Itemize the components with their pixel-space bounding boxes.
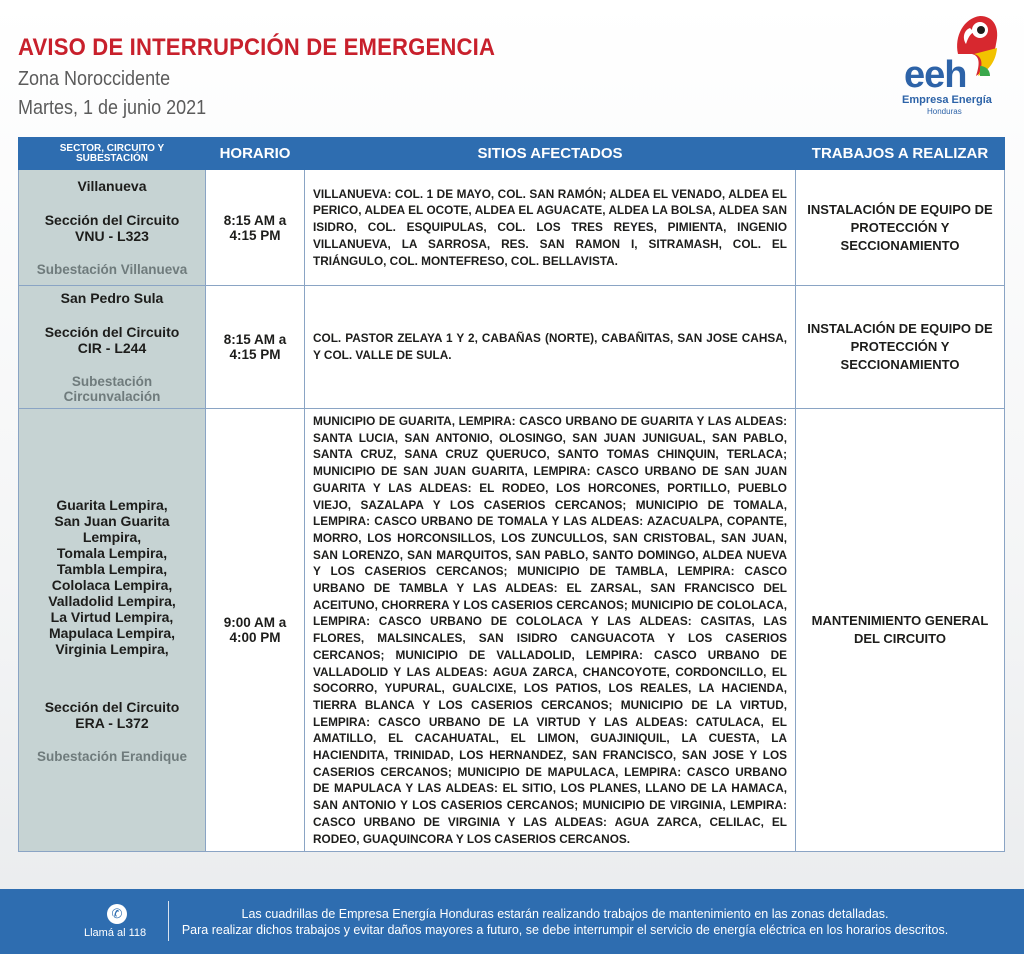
substation-name: Subestación Villanueva	[36, 262, 188, 277]
header	[18, 34, 537, 120]
header-sector: SECTOR, CIRCUITO Y SUBESTACIÓN	[19, 138, 206, 170]
substation-name: Subestación Circunvalación	[63, 374, 161, 404]
sector-cell	[19, 286, 206, 409]
hours-cell: 8:15 AM a 4:15 PM	[206, 286, 305, 409]
sector-cell	[19, 170, 206, 286]
date-subtitle: Martes, 1 de junio 2021	[18, 97, 207, 119]
zone-subtitle: Zona Noroccidente	[18, 68, 171, 90]
works-cell: INSTALACIÓN DE EQUIPO DE PROTECCIÓN Y SECCIONAMIENTO	[796, 170, 1005, 286]
logo-company-name: Empresa Energía	[902, 94, 992, 106]
logo-wordmark: eeh	[904, 54, 967, 96]
hours-cell: 9:00 AM a 4:00 PM	[206, 409, 305, 852]
sites-cell: COL. PASTOR ZELAYA 1 Y 2, CABAÑAS (NORTE), CABAÑITAS, SAN JOSE CAHSA, Y COL. VALLE DE SULA.	[305, 286, 796, 409]
table-row	[19, 286, 1005, 409]
sector-name: San Pedro Sula	[60, 290, 164, 306]
circuit-code: ERA - L372	[75, 714, 149, 731]
sector-cell	[19, 409, 206, 852]
table-row	[19, 409, 1005, 852]
table-header-row	[19, 138, 1005, 170]
phone-number-text[interactable]: Llamá al 118	[84, 927, 147, 939]
footer-message: Las cuadrillas de Empresa Energía Honduras estarán realizando trabajos de mantenimiento en las zonas detalladas. Para realizar dichos trabajos y evitar daños mayores a futuro, se debe interrumpir el servicio de energía eléctrica en los horarios descritos.	[181, 907, 949, 937]
sector-list: Guarita Lempira, San Juan Guarita Lempira, Tomala Lempira, Tambla Lempira, Cololaca Lempira, Valladolid Lempira, La Virtud Lempira, Mapulaca Lempira, Virginia Lempira,	[48, 496, 176, 657]
table-row	[19, 170, 1005, 286]
circuit-label: Sección del Circuito	[44, 212, 180, 228]
header-sites: SITIOS AFECTADOS	[305, 138, 796, 170]
page-title: AVISO DE INTERRUPCIÓN DE EMERGENCIA	[18, 34, 496, 61]
logo-country: Honduras	[927, 107, 962, 116]
substation-name: Subestación Erandique	[36, 748, 188, 764]
circuit-label: Sección del Circuito	[44, 698, 180, 715]
header-hours: HORARIO	[206, 138, 305, 170]
footer	[0, 889, 1024, 954]
circuit-label: Sección del Circuito	[44, 324, 180, 340]
interruption-table	[18, 137, 1005, 852]
circuit-code: VNU - L323	[75, 228, 149, 244]
footer-divider	[168, 901, 169, 941]
header-works: TRABAJOS A REALIZAR	[796, 138, 1005, 170]
sites-cell: VILLANUEVA: COL. 1 DE MAYO, COL. SAN RAMÓN; ALDEA EL VENADO, ALDEA EL PERICO, ALDEA EL OCOTE, ALDEA EL AGUACATE, ALDEA LA BOLSA, ALDEA SAN ISIDRO, COL. ESQUIPULAS, COL. LOS TRES REYES, PIMIENTA, INGENIO VILLANUEVA, LA SARROSA, RES. SAN RAMON I, SITRAMASH, COL. EL TRIÁNGULO, COL. MONTEFRESO, COL. BELLAVISTA.	[305, 170, 796, 286]
phone-icon[interactable]: ✆	[107, 904, 127, 924]
hours-cell: 8:15 AM a 4:15 PM	[206, 170, 305, 286]
sector-name: Villanueva	[77, 178, 147, 194]
works-cell: MANTENIMIENTO GENERAL DEL CIRCUITO	[796, 409, 1005, 852]
circuit-code: CIR - L244	[77, 340, 147, 356]
works-cell: INSTALACIÓN DE EQUIPO DE PROTECCIÓN Y SECCIONAMIENTO	[796, 286, 1005, 409]
eeh-logo	[896, 14, 1002, 116]
sites-cell: MUNICIPIO DE GUARITA, LEMPIRA: CASCO URBANO DE GUARITA Y LAS ALDEAS: SANTA LUCIA, SAN ANTONIO, OLOSINGO, SAN JUAN JUNIGUAL, SAN PABLO, SANTA CRUZ, SANA CRUZ QUERUCO, SANTO TOMAS CHINQUIN, TERLACA; MUNICIPIO DE SAN JUAN GUARITA, LEMPIRA: CASCO URBANO DE SAN JUAN GUARITA Y LAS ALDEAS: EL RODEO, LOS HORCONES, PORTILLO, PUEBLO VIEJO, SAZALAPA Y LOS CASERIOS CERCANOS; MUNICIPIO DE TOMALA, LEMPIRA: CASCO URBANO DE TOMALA Y LAS ALDEAS: AZACUALPA, COPANTE, MORRO, LOS HORCONSILLOS, LOS ZUNCULLOS, SAN CRISTOBAL, SAN JUAN, SAN LORENZO, SAN MARQUITOS, SAN PABLO, SANTO DOMINGO, ALDEA NUEVA Y LOS CASERIOS CERCANOS; MUNICIPIO DE TAMBLA, LEMPIRA: CASCO URBANO DE TAMBLA Y LAS ALDEAS: EL ZARSAL, SAN FRANCISCO DEL ACEITUNO, CHORRERA Y LOS CASERIOS CERCANOS; MUNICIPIO DE COLOLACA, LEMPIRA: CASCO URBANO DE COLOLACA Y LAS ALDEAS: CASITAS, LAS FLORES, MALSINCALES, SAN ISIDRO CANGUACOTA Y LOS CASERIOS CERCANOS; MUNICIPIO DE VALLADOLID, LEMPIRA: CASCO URBANO DE VALLADOLID Y LAS ALDEAS: AGUA ZARCA, CHANCOYOTE, CORDONCILLO, EL SOCORRO, YUPURAL, GUALCIXE, LOS PATIOS, LOS REALES, LA HACIENDA, TIERRA BLANCA Y LOS CASERIOS CERCANOS; MUNICIPIO DE LA VIRTUD, LEMPIRA: CASCO URBANO DE LA VIRTUD Y LAS ALDEAS: CATULACA, EL AMATILLO, EL CACAHUATAL, EL LIMON, GUAJINIQUIL, LA CUESTA, LA HACIENDITA, TRINIDAD, LOS HERNANDEZ, SAN FRANCISCO, SAN JOSE Y LOS CASERIOS CERCANOS; MUNICIPIO DE MAPULACA, LEMPIRA: CASCO URBANO DE MAPULACA Y LAS ALDEAS: EL SITIO, LOS PLANES, LLANO DE LA HAMACA, SAN ANTONIO Y LOS CASERIOS CERCANOS; MUNICIPIO DE VIRGINIA, LEMPIRA: CASCO URBANO DE VIRGINIA Y LAS ALDEAS: AGUA ZARCA, CELILAC, EL RODEO, GUAQUINCORA Y LOS CASERIOS CERCANOS.	[305, 409, 796, 852]
